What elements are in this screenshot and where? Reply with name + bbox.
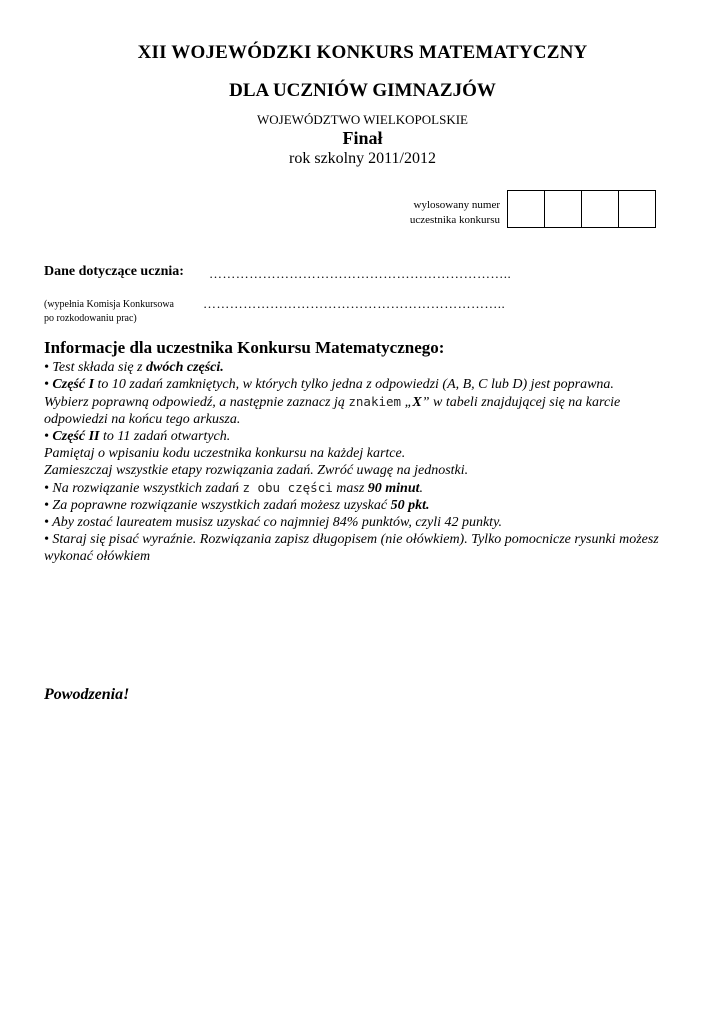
text-bold: X — [412, 395, 422, 410]
info-line — [44, 393, 684, 428]
info-line — [44, 497, 684, 514]
text: . — [419, 481, 424, 496]
student-data-label: Dane dotyczące ucznia: — [44, 264, 184, 279]
note-line2: po rozkodowaniu prac) — [44, 313, 137, 324]
text: masz — [332, 481, 368, 496]
code-label-line2: uczestnika konkursu — [409, 214, 500, 226]
text-mono: z obu części — [242, 480, 333, 495]
code-box[interactable] — [619, 191, 655, 227]
code-box[interactable] — [582, 191, 619, 227]
text-bold: Część I — [52, 377, 95, 392]
info-line: Zamieszczaj wszystkie etapy rozwiązania zadań. Zwróć uwagę na jednostki. — [44, 463, 469, 478]
text: • Za poprawne rozwiązanie wszystkich zadań możesz uzyskać — [44, 498, 391, 513]
info-line — [44, 428, 684, 445]
contest-subtitle: DLA UCZNIÓW GIMNAZJÓW — [229, 80, 496, 101]
info-line: • Aby zostać laureatem musisz uzyskać co najmniej 84% punktów, czyli 42 punkty. — [44, 515, 503, 530]
code-box[interactable] — [508, 191, 545, 227]
good-luck: Powodzenia! — [44, 686, 130, 703]
text: • — [44, 429, 53, 444]
text: ” w tabeli znajdującej się na karcie odpowiedzi na końcu tego arkusza. — [44, 395, 621, 427]
text: • — [44, 377, 53, 392]
info-line — [44, 359, 684, 376]
text-bold: 90 minut — [367, 481, 420, 496]
text: Wybierz poprawną odpowiedź, a następnie zaznacz ją — [44, 395, 349, 410]
text-bold: dwóch części. — [146, 360, 224, 375]
text: „ — [401, 395, 413, 410]
participant-code-label — [360, 198, 500, 228]
text: to 11 zadań otwartych. — [99, 429, 231, 444]
school-year: rok szkolny 2011/2012 — [289, 150, 436, 167]
code-box[interactable] — [545, 191, 582, 227]
text-bold: Część II — [52, 429, 100, 444]
contest-title: XII WOJEWÓDZKI KONKURS MATEMATYCZNY — [137, 42, 588, 63]
stage: Finał — [342, 128, 383, 148]
text: • Test składa się z — [44, 360, 147, 375]
info-list — [44, 359, 684, 565]
participant-code-boxes — [507, 190, 656, 228]
text: to 10 zadań zamkniętych, w których tylko jedna z odpowiedzi (A, B, C lub D) jest poprawna. — [94, 377, 614, 392]
commission-note — [44, 298, 174, 326]
student-data-line-1[interactable]: ………………………………………………………….. — [209, 266, 512, 281]
student-data-line-2[interactable]: ………………………………………………………….. — [203, 296, 506, 311]
text: • Na rozwiązanie wszystkich zadań — [44, 481, 243, 496]
info-line — [44, 479, 684, 497]
info-line: Pamiętaj o wpisaniu kodu uczestnika konkursu na każdej kartce. — [44, 446, 406, 461]
info-heading: Informacje dla uczestnika Konkursu Matematycznego: — [44, 338, 445, 357]
code-label-line1: wylosowany numer — [413, 199, 500, 211]
text-mono: znakiem — [348, 394, 402, 409]
info-line: • Staraj się pisać wyraźnie. Rozwiązania zapisz długopisem (nie ołówkiem). Tylko pomocnicze rysunki możesz wykonać ołówkiem — [44, 532, 659, 564]
region: WOJEWÓDZTWO WIELKOPOLSKIE — [257, 112, 468, 127]
note-line1: (wypełnia Komisja Konkursowa — [44, 299, 174, 310]
info-line — [44, 376, 684, 393]
text-bold: 50 pkt. — [390, 498, 430, 513]
